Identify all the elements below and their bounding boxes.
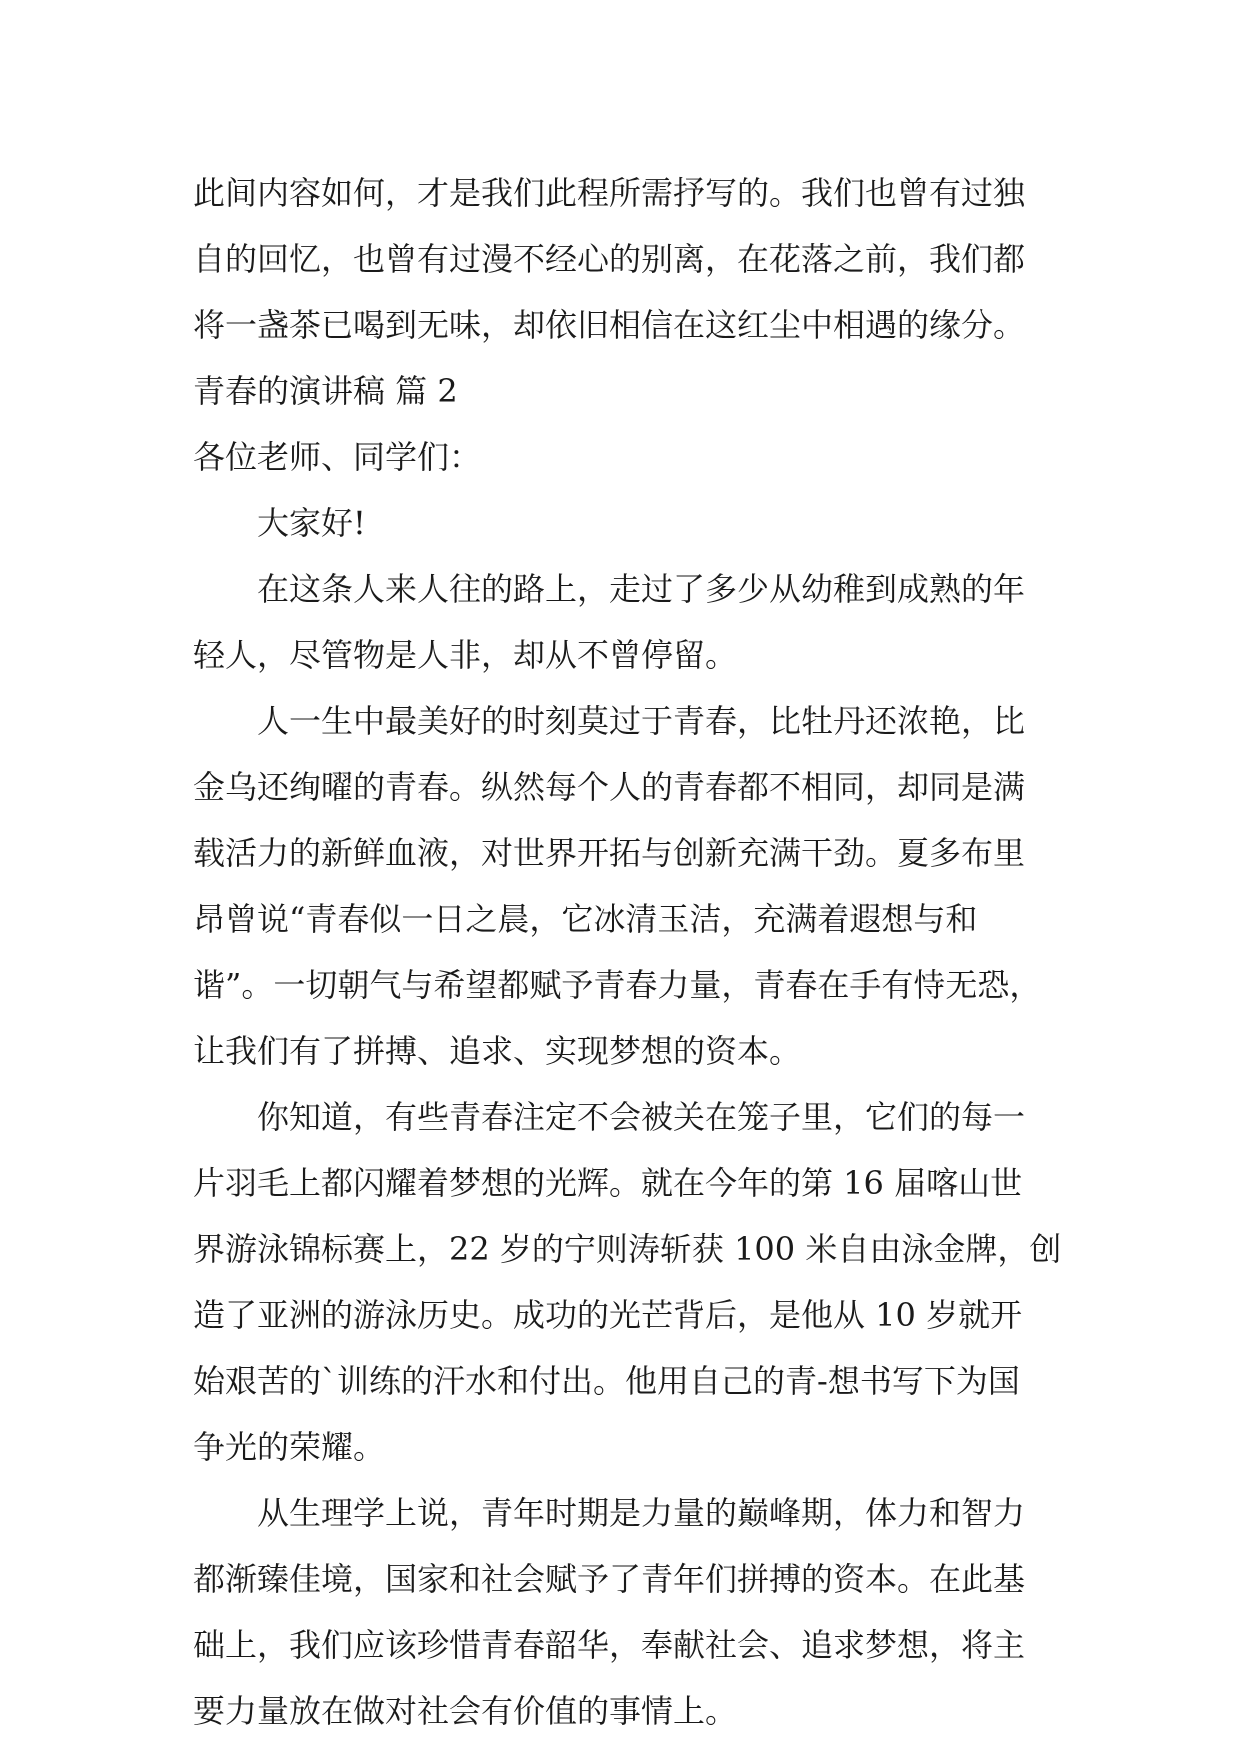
greeting: 大家好! xyxy=(257,504,366,542)
text-line: 将一盏茶已喝到无味，却依旧相信在这红尘中相遇的缘分。 xyxy=(193,306,1026,344)
text-line: 谐”。一切朝气与希望都赋予青春力量，青春在手有恃无恐， xyxy=(193,966,1042,1004)
text-line: 础上，我们应该珍惜青春韶华，奉献社会、追求梦想，将主 xyxy=(193,1626,1026,1664)
salutation: 各位老师、同学们： xyxy=(193,438,482,476)
text-line: 人一生中最美好的时刻莫过于青春，比牡丹还浓艳，比 xyxy=(257,702,1026,740)
text-line: 轻人，尽管物是人非，却从不曾停留。 xyxy=(193,636,738,674)
section-heading: 青春的演讲稿 篇 2 xyxy=(193,372,458,410)
text-line: 载活力的新鲜血液，对世界开拓与创新充满干劲。夏多布里 xyxy=(193,834,1026,872)
text-line: 昂曾说“青春似一日之晨，它冰清玉洁，充满着遐想与和 xyxy=(193,900,978,938)
text-line: 从生理学上说，青年时期是力量的巅峰期，体力和智力 xyxy=(257,1494,1026,1532)
text-line: 你知道，有些青春注定不会被关在笼子里，它们的每一 xyxy=(257,1098,1026,1136)
document-body xyxy=(193,160,1073,1744)
text-line: 让我们有了拼搏、追求、实现梦想的资本。 xyxy=(193,1032,802,1070)
text-line: 争光的荣耀。 xyxy=(193,1428,386,1466)
text-line: 造了亚洲的游泳历史。成功的光芒背后，是他从 10 岁就开 xyxy=(193,1296,1023,1334)
text-line: 要力量放在做对社会有价值的事情上。 xyxy=(193,1692,738,1730)
text-line: 都渐臻佳境，国家和社会赋予了青年们拼搏的资本。在此基 xyxy=(193,1560,1026,1598)
text-line: 始艰苦的`训练的汗水和付出。他用自己的青-想书写下为国 xyxy=(193,1362,1020,1400)
text-line: 此间内容如何，才是我们此程所需抒写的。我们也曾有过独 xyxy=(193,174,1026,212)
text-line: 在这条人来人往的路上，走过了多少从幼稚到成熟的年 xyxy=(257,570,1026,608)
text-line: 片羽毛上都闪耀着梦想的光辉。就在今年的第 16 届喀山世 xyxy=(193,1164,1023,1202)
text-line: 界游泳锦标赛上，22 岁的宁则涛斩获 100 米自由泳金牌，创 xyxy=(193,1230,1062,1268)
text-line: 金乌还绚曜的青春。纵然每个人的青春都不相同，却同是满 xyxy=(193,768,1026,806)
text-line: 自的回忆，也曾有过漫不经心的别离，在花落之前，我们都 xyxy=(193,240,1026,278)
